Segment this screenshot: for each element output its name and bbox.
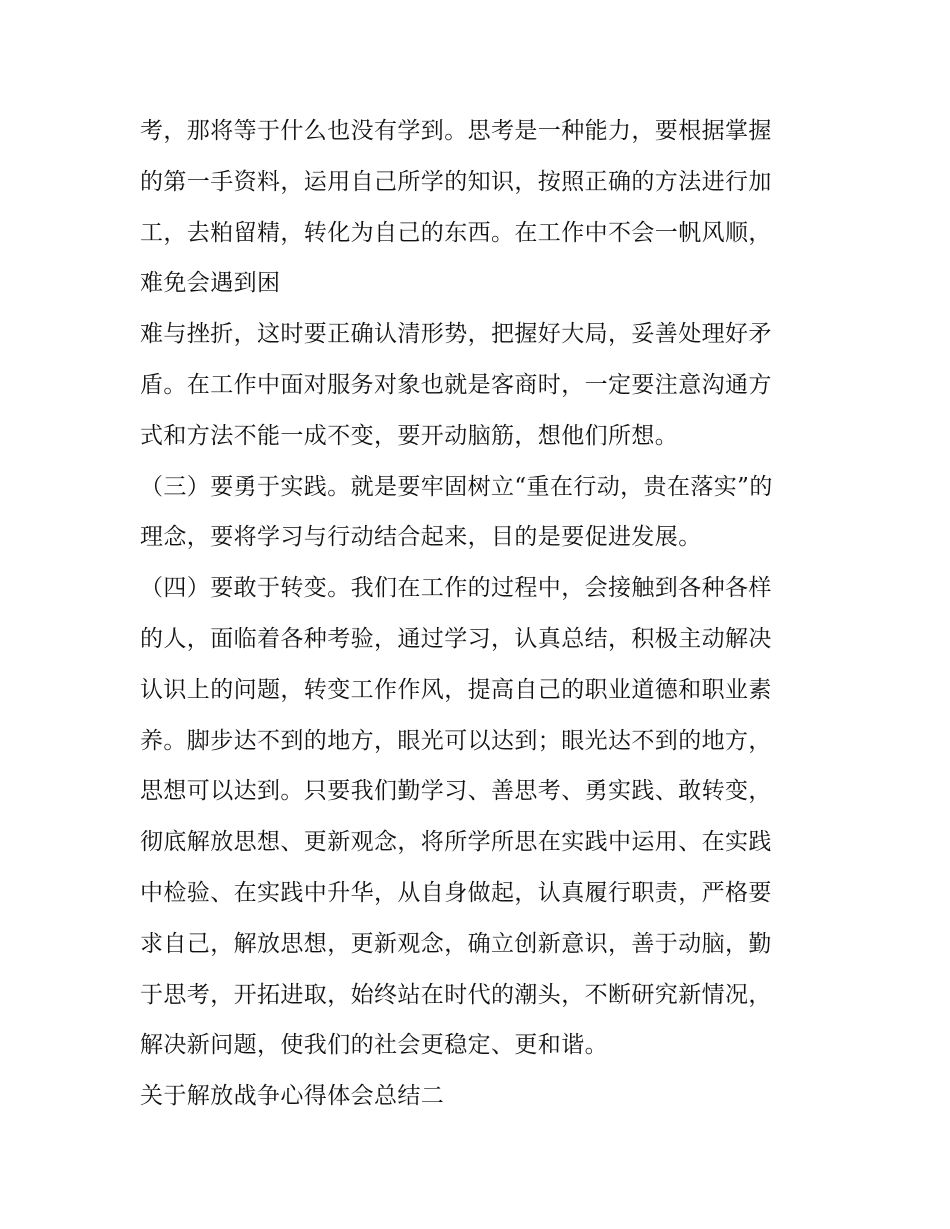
text-line: 理念，要将学习与行动结合起来，目的是要促进发展。: [140, 524, 702, 551]
text-line: 盾。在工作中面对服务对象也就是客商时，一定要注意沟通方: [140, 371, 772, 398]
text-line: 难与挫折，这时要正确认清形势，把握好大局，妥善处理好矛: [140, 321, 772, 348]
text-line: 难免会遇到困: [140, 270, 281, 297]
text-line: 式和方法不能一成不变，要开动脑筋，想他们所想。: [140, 422, 679, 449]
text-line: 认识上的问题，转变工作作风，提高自己的职业道德和职业素: [140, 676, 772, 703]
text-line: 的人，面临着各种考验，通过学习，认真总结，积极主动解决: [140, 625, 772, 652]
text-line: 解决新问题，使我们的社会更稳定、更和谐。: [140, 1032, 608, 1059]
text-line: 考，那将等于什么也没有学到。思考是一种能力，要根据掌握: [140, 118, 772, 144]
text-line: 求自己，解放思想，更新观念，确立创新意识，善于动脑，勤: [140, 930, 772, 957]
text-line: 工，去粕留精，转化为自己的东西。在工作中不会一帆风顺，: [140, 219, 772, 246]
text-line: 中检验、在实践中升华，从自身做起，认真履行职责，严格要: [140, 879, 772, 906]
text-line: （三）要勇于实践。就是要牢固树立“重在行动，贵在落实”的: [140, 473, 773, 500]
body-text: [140, 106, 820, 1122]
text-line: 思想可以达到。只要我们勤学习、善思考、勇实践、敢转变，: [140, 778, 772, 805]
text-line: 养。脚步达不到的地方，眼光可以达到；眼光达不到的地方，: [140, 727, 772, 754]
text-line: 彻底解放思想、更新观念，将所学所思在实践中运用、在实践: [140, 829, 772, 856]
text-line: 的第一手资料，运用自己所学的知识，按照正确的方法进行加: [140, 168, 772, 195]
text-line: （四）要敢于转变。我们在工作的过程中，会接触到各种各样: [140, 575, 772, 602]
section-heading: 关于解放战争心得体会总结二: [140, 1083, 445, 1110]
text-line: 于思考，开拓进取，始终站在时代的潮头，不断研究新情况，: [140, 981, 772, 1008]
